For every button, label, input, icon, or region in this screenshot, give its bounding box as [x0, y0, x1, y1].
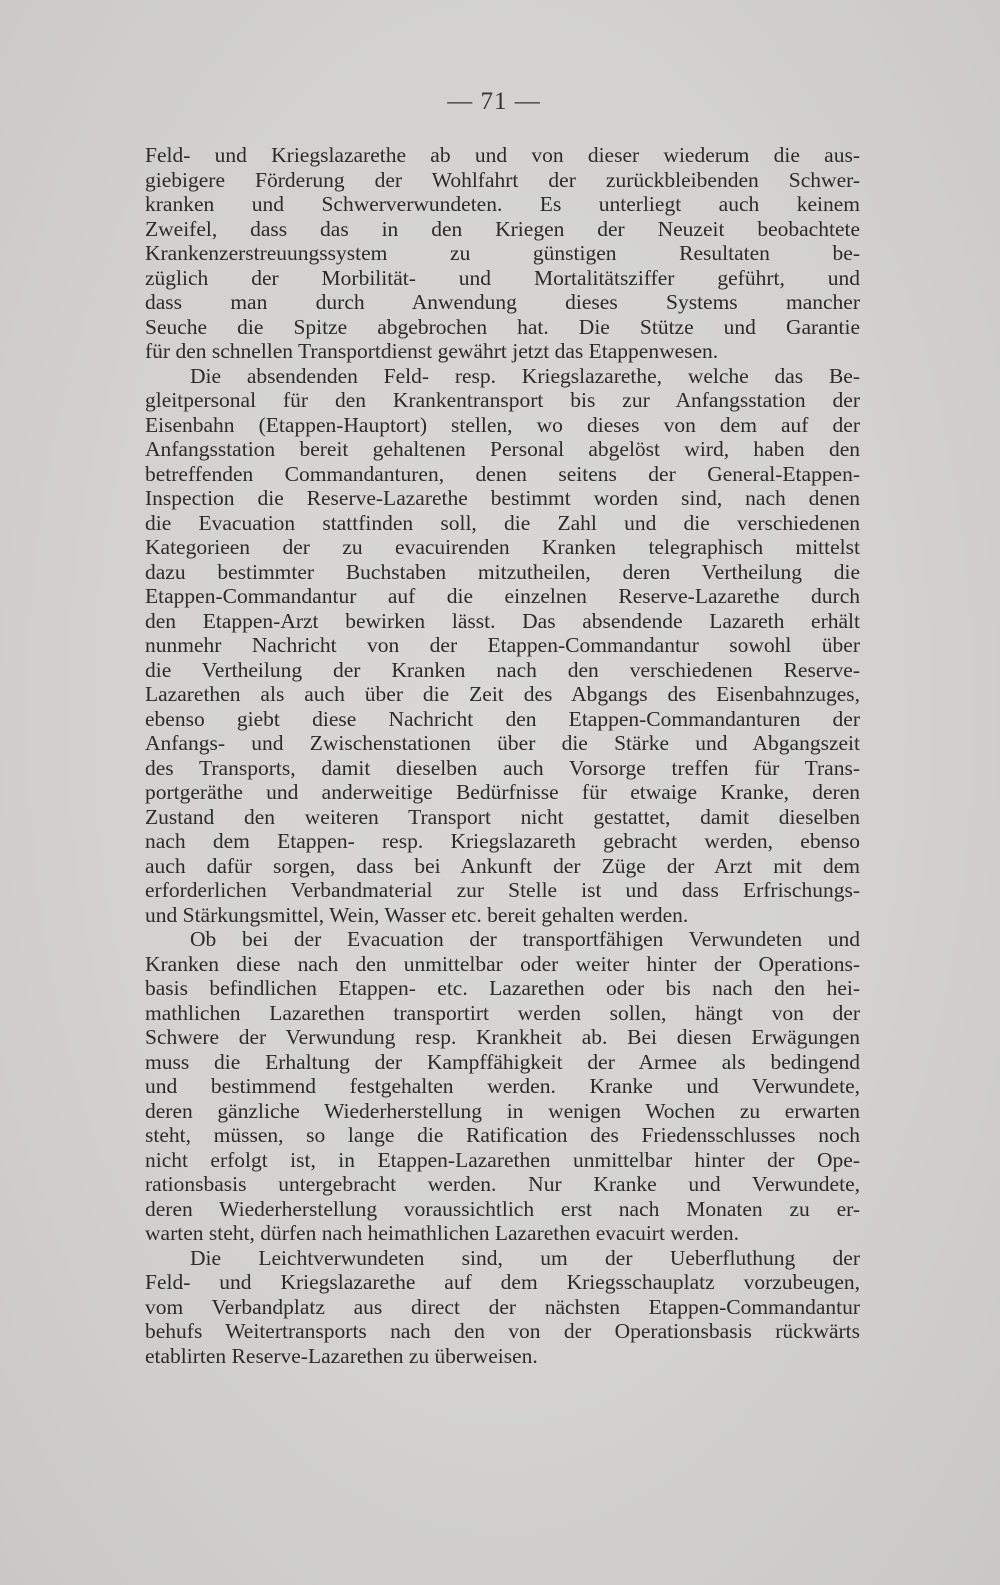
text-line: dass man durch Anwendung dieses Systems mancher	[145, 290, 860, 314]
text-line: Inspection die Reserve-Lazarethe bestimmt worden sind, nach denen	[145, 486, 860, 510]
text-line: Feld- und Kriegslazarethe auf dem Kriegsschauplatz vorzubeugen,	[145, 1270, 860, 1294]
text-line: deren gänzliche Wiederherstellung in wenigen Wochen zu erwarten	[145, 1098, 860, 1123]
text-line: des Transports, damit dieselben auch Vorsorge treffen für Trans-	[145, 755, 860, 780]
text-line: Lazarethen als auch über die Zeit des Abgangs des Eisenbahnzuges,	[145, 682, 860, 706]
text-line: mathlichen Lazarethen transportirt werden sollen, hängt von der	[145, 1000, 860, 1025]
text-line: deren Wiederherstellung voraussichtlich erst nach Monaten zu er-	[145, 1196, 860, 1221]
text-line: die Evacuation stattfinden soll, die Zahl und die verschiedenen	[145, 510, 860, 535]
text-line: Kranken diese nach den unmittelbar oder weiter hinter der Operations-	[145, 951, 860, 976]
text-line: warten steht, dürfen nach heimathlichen Lazarethen evacuirt werden.	[145, 1221, 739, 1245]
text-line: behufs Weitertransports nach den von der Operationsbasis rückwärts	[145, 1319, 860, 1343]
text-line: und bestimmend festgehalten werden. Kranke und Verwundete,	[145, 1074, 860, 1098]
body-text	[145, 143, 860, 1368]
paragraph	[145, 364, 860, 928]
text-line: gleitpersonal für den Krankentransport bis zur Anfangsstation der	[145, 388, 860, 412]
text-line: kranken und Schwerverwundeten. Es unterliegt auch keinem	[145, 192, 860, 216]
text-line: dazu bestimmter Buchstaben mitzutheilen, deren Vertheilung die	[145, 559, 860, 584]
text-line: Etappen-Commandantur auf die einzelnen Reserve-Lazarethe durch	[145, 584, 860, 608]
text-line: betreffenden Commandanturen, denen seitens der General-Etappen-	[145, 461, 860, 486]
paragraph	[145, 1246, 860, 1369]
page-number: — 71 —	[447, 88, 541, 115]
text-line: Anfangs- und Zwischenstationen über die Stärke und Abgangszeit	[145, 731, 860, 755]
text-line: Seuche die Spitze abgebrochen hat. Die Stütze und Garantie	[145, 314, 860, 339]
text-line: nunmehr Nachricht von der Etappen-Commandantur sowohl über	[145, 633, 860, 657]
text-line: Schwere der Verwundung resp. Krankheit ab. Bei diesen Erwägungen	[145, 1025, 860, 1049]
text-line: rationsbasis untergebracht werden. Nur Kranke und Verwundete,	[145, 1172, 860, 1196]
text-line: portgeräthe und anderweitige Bedürfnisse für etwaige Kranke, deren	[145, 780, 860, 804]
text-line: basis befindlichen Etappen- etc. Lazarethen oder bis nach den hei-	[145, 976, 860, 1000]
text-line: Zweifel, dass das in den Kriegen der Neuzeit beobachtete	[145, 216, 860, 241]
text-line: giebigere Förderung der Wohlfahrt der zurückbleibenden Schwer-	[145, 167, 860, 192]
text-line: Anfangsstation bereit gehaltenen Personal abgelöst wird, haben den	[145, 437, 860, 461]
text-line: Kategorieen der zu evacuirenden Kranken telegraphisch mittelst	[145, 535, 860, 559]
text-line: steht, müssen, so lange die Ratification des Friedensschlusses noch	[145, 1123, 860, 1147]
text-line: vom Verbandplatz aus direct der nächsten Etappen-Commandantur	[145, 1294, 860, 1319]
text-line: nicht erfolgt ist, in Etappen-Lazarethen unmittelbar hinter der Ope-	[145, 1147, 860, 1172]
text-line: Die Leichtverwundeten sind, um der Ueberfluthung der	[190, 1245, 860, 1270]
text-line: Die absendenden Feld- resp. Kriegslazarethe, welche das Be-	[190, 363, 860, 388]
paragraph	[145, 927, 860, 1246]
text-line: den Etappen-Arzt bewirken lässt. Das absendende Lazareth erhält	[145, 608, 860, 633]
text-line: und Stärkungsmittel, Wein, Wasser etc. bereit gehalten werden.	[145, 902, 689, 927]
paragraph	[145, 143, 860, 364]
text-line: Ob bei der Evacuation der transportfähigen Verwundeten und	[190, 927, 860, 951]
text-line: muss die Erhaltung der Kampffähigkeit der Armee als bedingend	[145, 1049, 860, 1074]
text-line: für den schnellen Transportdienst gewährt jetzt das Etappenwesen.	[145, 339, 719, 363]
text-line: züglich der Morbilität- und Mortalitätsziffer geführt, und	[145, 265, 860, 290]
text-line: Feld- und Kriegslazarethe ab und von dieser wiederum die aus-	[145, 143, 860, 167]
text-line: die Vertheilung der Kranken nach den verschiedenen Reserve-	[145, 657, 860, 682]
text-line: auch dafür sorgen, dass bei Ankunft der Züge der Arzt mit dem	[145, 853, 860, 878]
text-line: nach dem Etappen- resp. Kriegslazareth gebracht werden, ebenso	[145, 829, 860, 853]
text-line: Zustand den weiteren Transport nicht gestattet, damit dieselben	[145, 804, 860, 829]
text-line: Eisenbahn (Etappen-Hauptort) stellen, wo dieses von dem auf der	[145, 412, 860, 437]
text-line: ebenso giebt diese Nachricht den Etappen-Commandanturen der	[145, 706, 860, 731]
text-line: etablirten Reserve-Lazarethen zu überweisen.	[145, 1343, 538, 1368]
text-line: Krankenzerstreuungssystem zu günstigen Resultaten be-	[145, 241, 860, 265]
text-line: erforderlichen Verbandmaterial zur Stelle ist und dass Erfrischungs-	[145, 878, 860, 902]
